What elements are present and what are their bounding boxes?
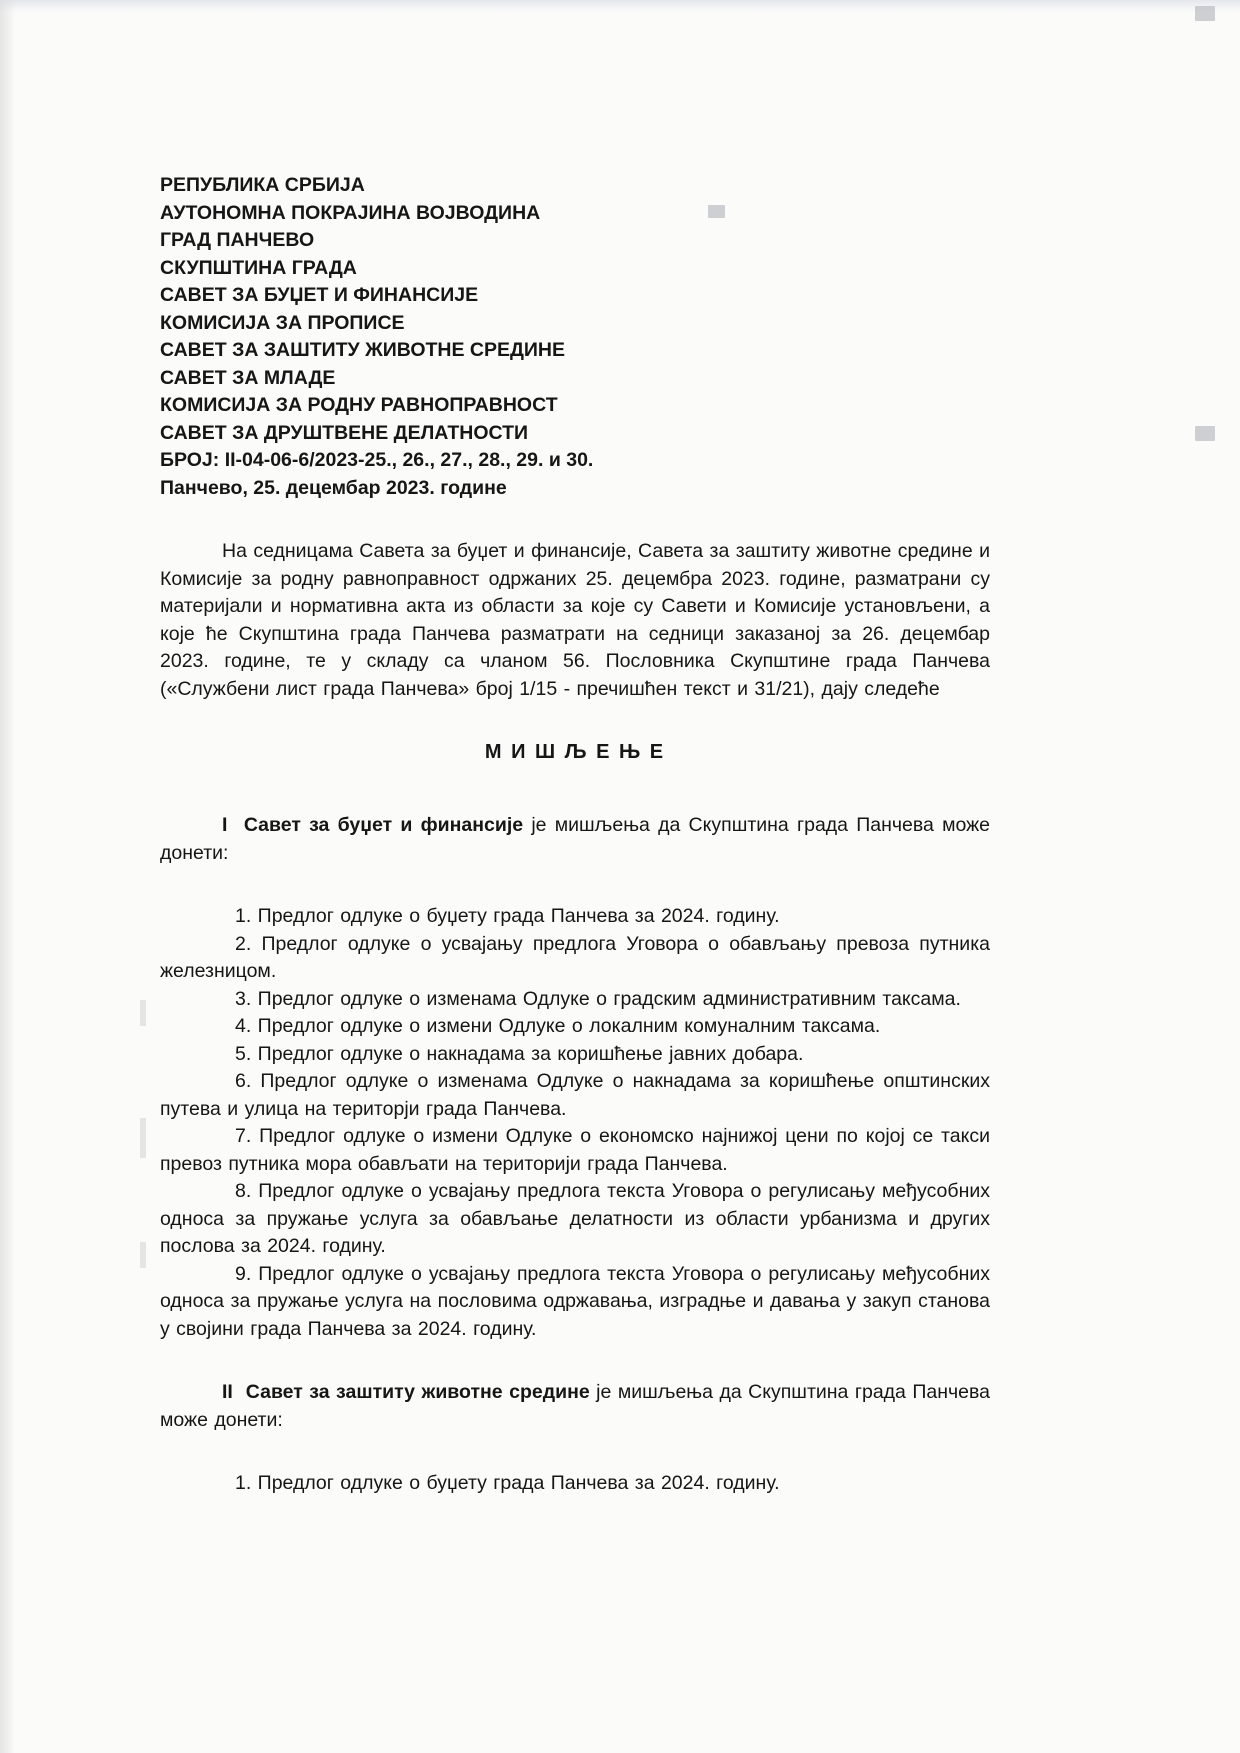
opinion-section [160, 812, 990, 1343]
section-items [160, 1470, 990, 1498]
scan-artifact [1195, 6, 1215, 21]
list-item: 6. Предлог одлуке о изменама Одлуке о накнадама за коришћење општинских путева и улица на територји града Панчева. [160, 1070, 990, 1120]
scan-streak [140, 1118, 146, 1158]
section-lead [160, 1379, 990, 1434]
section-lead [160, 812, 990, 867]
scan-edge-top [0, 0, 1240, 12]
list-item: 2. Предлог одлуке о усвајању предлога Уговора о обављању превоза путника железницом. [160, 932, 990, 982]
header-line: САВЕТ ЗА ДРУШТВЕНЕ ДЕЛАТНОСТИ [160, 421, 529, 444]
header-line: Панчево, 25. децембар 2023. године [160, 476, 507, 499]
list-item: 8. Предлог одлуке о усвајању предлога текста Уговора о регулисању међусобних односа за пружање услуга за обављање делатности из области урбанизма и других послова за 2024. годину. [160, 1180, 990, 1257]
list-item: 9. Предлог одлуке о усвајању предлога текста Уговора о регулисању међусобних односа за пружање услуга на пословима одржавања, изградње и давања у закуп станова у својини града Панчева за 2024. годину. [160, 1262, 990, 1340]
header-line: БРОЈ: II-04-06-6/2023-25., 26., 27., 28., 29. и 30. [160, 449, 594, 471]
list-item: 1. Предлог одлуке о буџету града Панчева за 2024. годину. [235, 1472, 780, 1494]
header-line: АУТОНОМНА ПОКРАЈИНА ВОЈВОДИНА [160, 201, 541, 224]
scan-edge-left [0, 0, 16, 1753]
scan-streak [140, 1000, 146, 1026]
list-item: 4. Предлог одлуке о измени Одлуке о локалним комуналним таксама. [235, 1015, 881, 1037]
list-item: 3. Предлог одлуке о изменама Одлуке о градским административним таксама. [235, 987, 961, 1010]
header-line: КОМИСИЈА ЗА ПРОПИСЕ [160, 311, 405, 334]
section-items [160, 903, 990, 1343]
section-lead-rest: је мишљења да Скупштина града Панчева може донети: [160, 814, 990, 864]
opinion-sections [160, 812, 990, 1498]
document-content [160, 172, 990, 1498]
section-title: II Савет за заштиту животне средине [222, 1381, 590, 1403]
header-line: РЕПУБЛИКА СРБИЈА [160, 174, 365, 196]
header-line: СКУПШТИНА ГРАДА [160, 256, 357, 279]
opinion-section [160, 1379, 990, 1498]
list-item: 7. Предлог одлуке о измени Одлуке о економско најнижој цени по којој се такси превоз путника мора обављати на територији града Панчева. [160, 1125, 990, 1175]
scan-artifact [1195, 426, 1215, 441]
header-line: САВЕТ ЗА МЛАДЕ [160, 366, 336, 389]
header-line: ГРАД ПАНЧЕВО [160, 229, 315, 251]
scan-streak [140, 1242, 146, 1268]
document-header [160, 172, 990, 502]
header-line: КОМИСИЈА ЗА РОДНУ РАВНОПРАВНОСТ [160, 394, 558, 416]
list-item: 1. Предлог одлуке о буџету града Панчева за 2024. годину. [235, 905, 780, 927]
opinion-heading: М И Ш Љ Е Њ Е [484, 741, 666, 763]
section-title: I Савет за буџет и финансије [222, 814, 524, 836]
list-item: 5. Предлог одлуке о накнадама за коришћење јавних добара. [235, 1042, 804, 1065]
header-line: САВЕТ ЗА БУЏЕТ И ФИНАНСИЈЕ [160, 284, 479, 306]
section-lead-rest: је мишљења да Скупштина града Панчева може донети: [160, 1381, 990, 1431]
header-line: САВЕТ ЗА ЗАШТИТУ ЖИВОТНЕ СРЕДИНЕ [160, 339, 566, 361]
intro-paragraph: На седницама Савета за буџет и финансије, Савета за заштиту животне средине и Комисије за родну равноправност одржаних 25. децембра 2023. године, разматрани су материјали и нормативна акта из области за које су Савети и Комисије установљени, а које ће Скупштина града Панчева разматрати на седници заказаној за 26. децембар 2023. године, те у складу са чланом 56. Пословника Скупштине града Панчева («Службени лист града Панчева» број 1/15 - пречишћен текст и 31/21), дају следеће [160, 540, 990, 700]
